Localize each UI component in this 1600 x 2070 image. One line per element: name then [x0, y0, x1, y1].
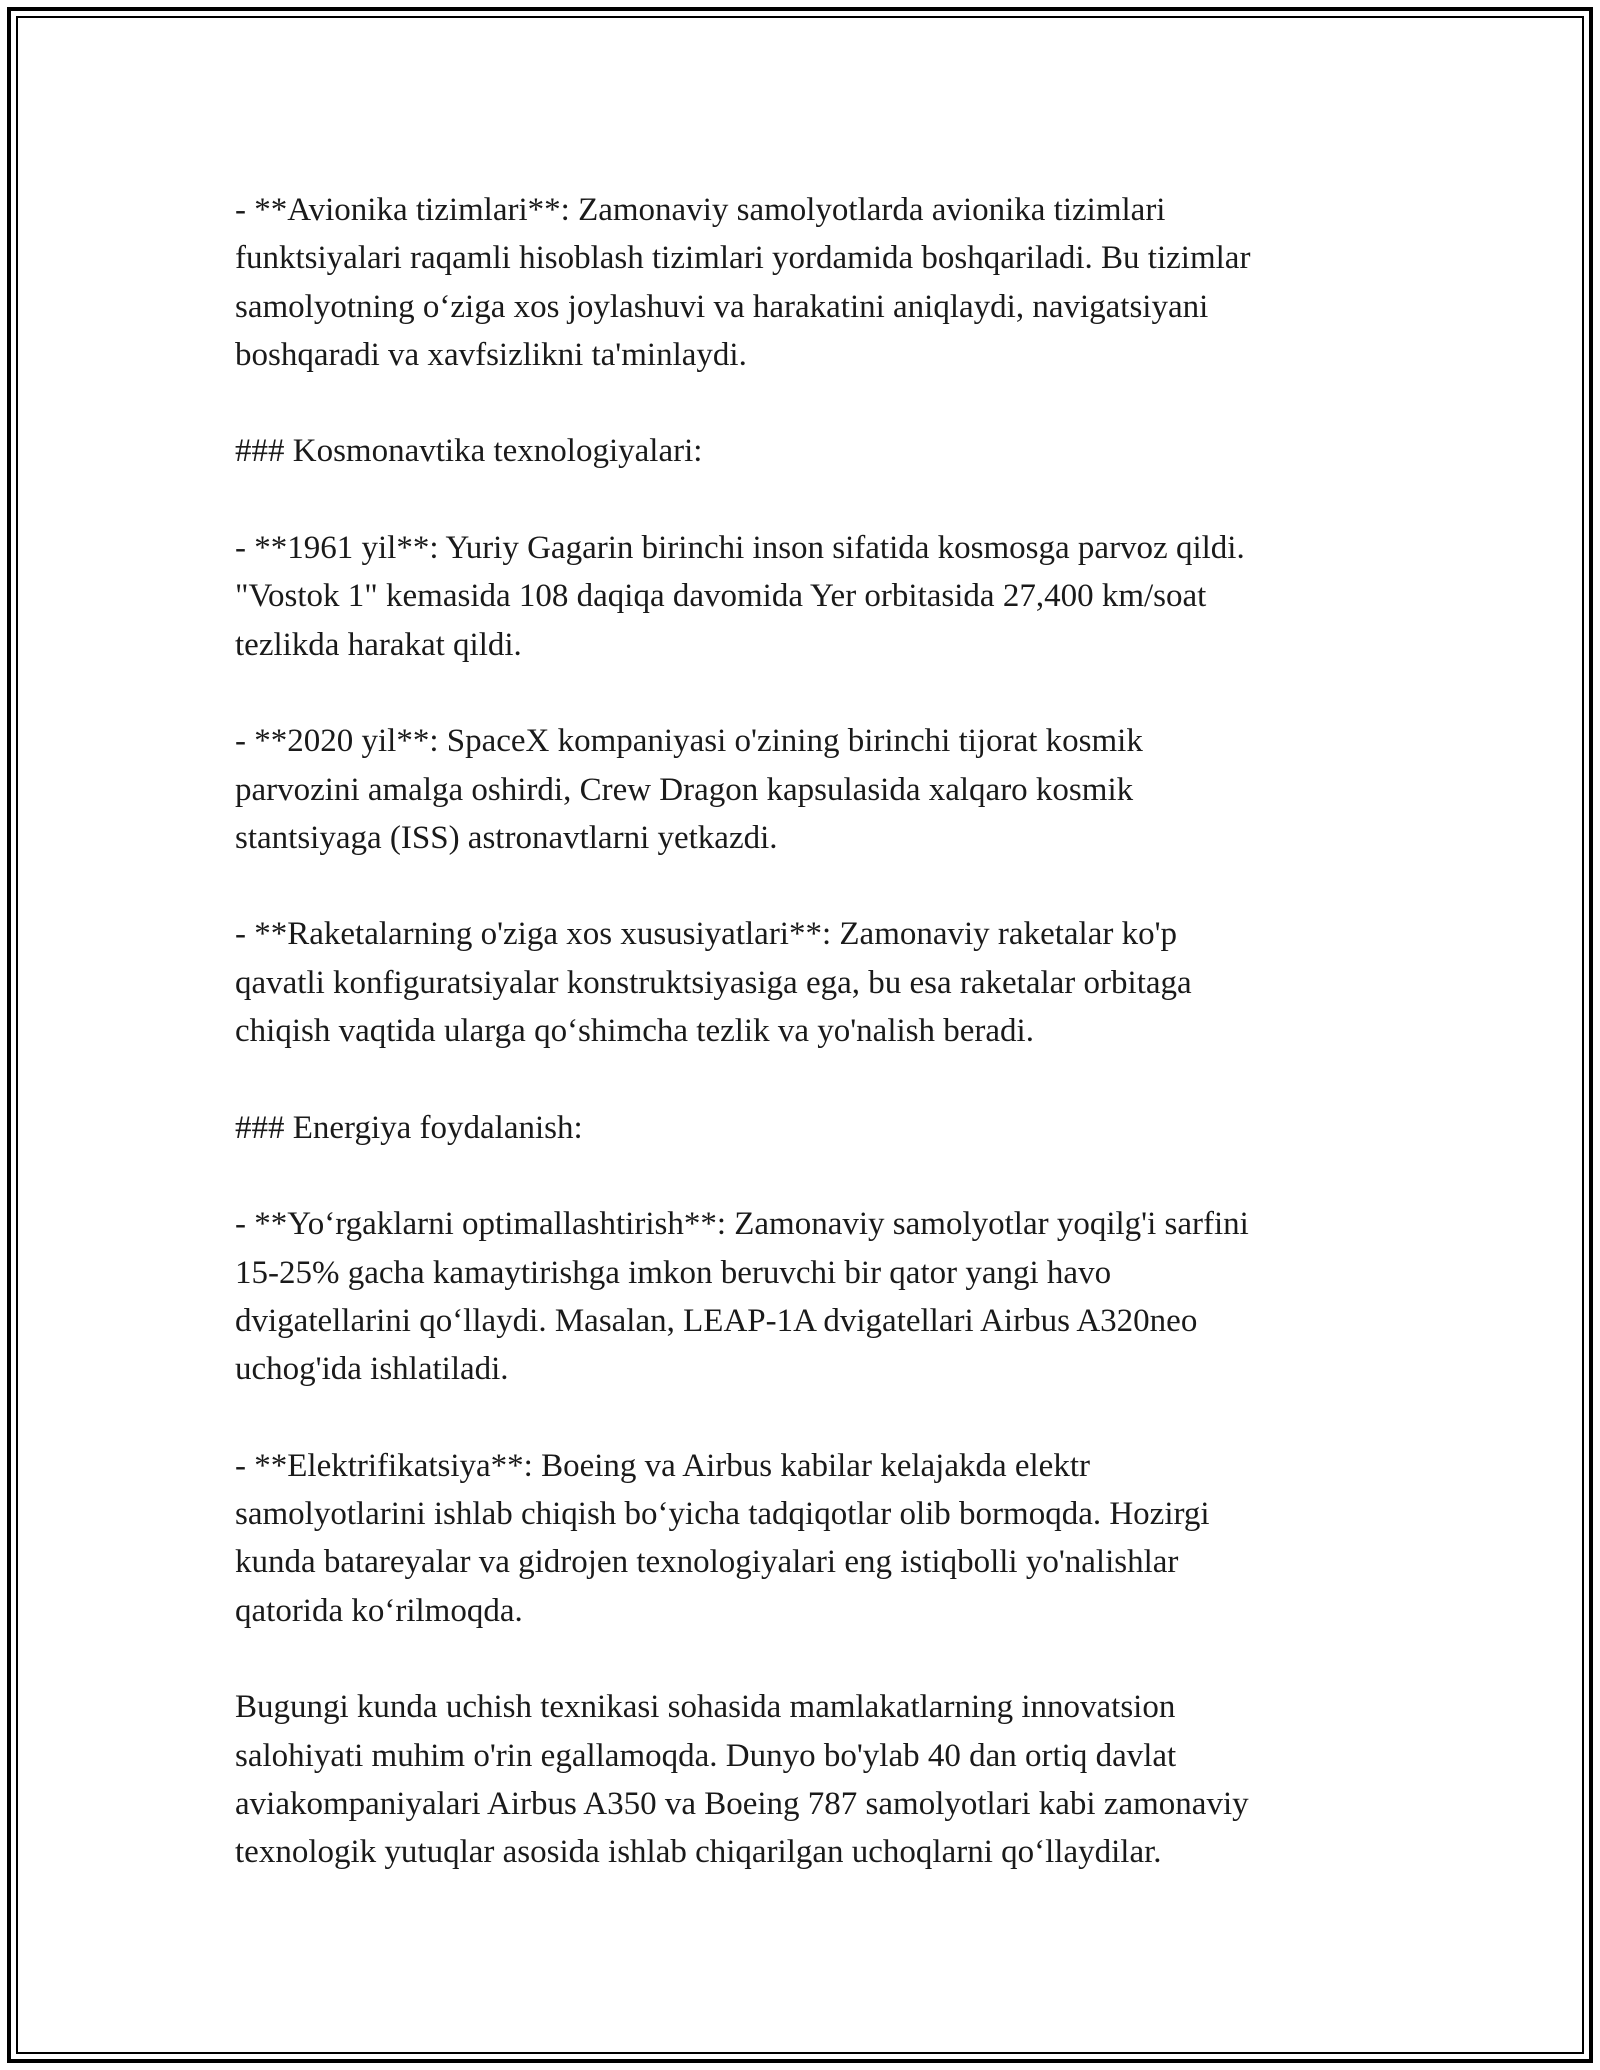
paragraph-conclusion: Bugungi kunda uchish texnikasi sohasida mamlakatlarning innovatsion salohiyati muhim o'rin egallamoqda. Dunyo bo'ylab 40 dan ortiq davlat aviakompaniyalari Airbus A350 va Boeing 787 samolyotlari kabi zamonaviy texnologik yutuqlar asosida ishlab chiqarilgan uchoqlarni qo‘llaydilar. — [235, 1689, 1249, 1871]
paragraph-2020: - **2020 yil**: SpaceX kompaniyasi o'zining birinchi tijorat kosmik parvozini amalga oshirdi, Crew Dragon kapsulasida xalqaro kosmik stantsiyaga (ISS) astronavtlarni yetkazdi. — [235, 723, 1143, 856]
heading-energy: ### Energiya foydalanish: — [235, 1109, 583, 1146]
heading-cosmonautics: ### Kosmonavtika texnologiyalari: — [235, 433, 703, 470]
paragraph-1961: - **1961 yil**: Yuriy Gagarin birinchi inson sifatida kosmosga parvoz qildi. "Vostok 1" kemasida 108 daqiqa davomida Yer orbitasida 27,400 km/soat tezlikda harakat qildi. — [235, 530, 1245, 663]
paragraph-avionics: - **Avionika tizimlari**: Zamonaviy samolyotlarda avionika tizimlari funktsiyalari raqamli hisoblash tizimlari yordamida boshqariladi. Bu tizimlar samolyotning o‘ziga xos joylashuvi va harakatini aniqlaydi, navigatsiyani boshqaradi va xavfsizlikni ta'minlaydi. — [235, 192, 1251, 373]
paragraph-electrification: - **Elektrifikatsiya**: Boeing va Airbus kabilar kelajakda elektr samolyotlarini ishlab chiqish bo‘yicha tadqiqotlar olib bormoqda. Hozirgi kunda batareyalar va gidrojen texnologiyalari eng istiqbolli yo'nalishlar qatorida ko‘rilmoqda. — [235, 1447, 1210, 1629]
paragraph-optimization: - **Yo‘rgaklarni optimallashtirish**: Zamonaviy samolyotlar yoqilg'i sarfini 15-25% gacha kamaytirishga imkon beruvchi bir qator yangi havo dvigatellarini qo‘llaydi. Masalan, LEAP-1A dvigatellari Airbus A320neo uchog'ida ishlatiladi. — [235, 1206, 1249, 1388]
paragraph-rockets: - **Raketalarning o'ziga xos xususiyatlari**: Zamonaviy raketalar ko'p qavatli konfiguratsiyalar konstruktsiyasiga ega, bu esa raketalar orbitaga chiqish vaqtida ularga qo‘shimcha tezlik va yo'nalish beradi. — [235, 916, 1192, 1050]
document-body — [235, 186, 1395, 1876]
